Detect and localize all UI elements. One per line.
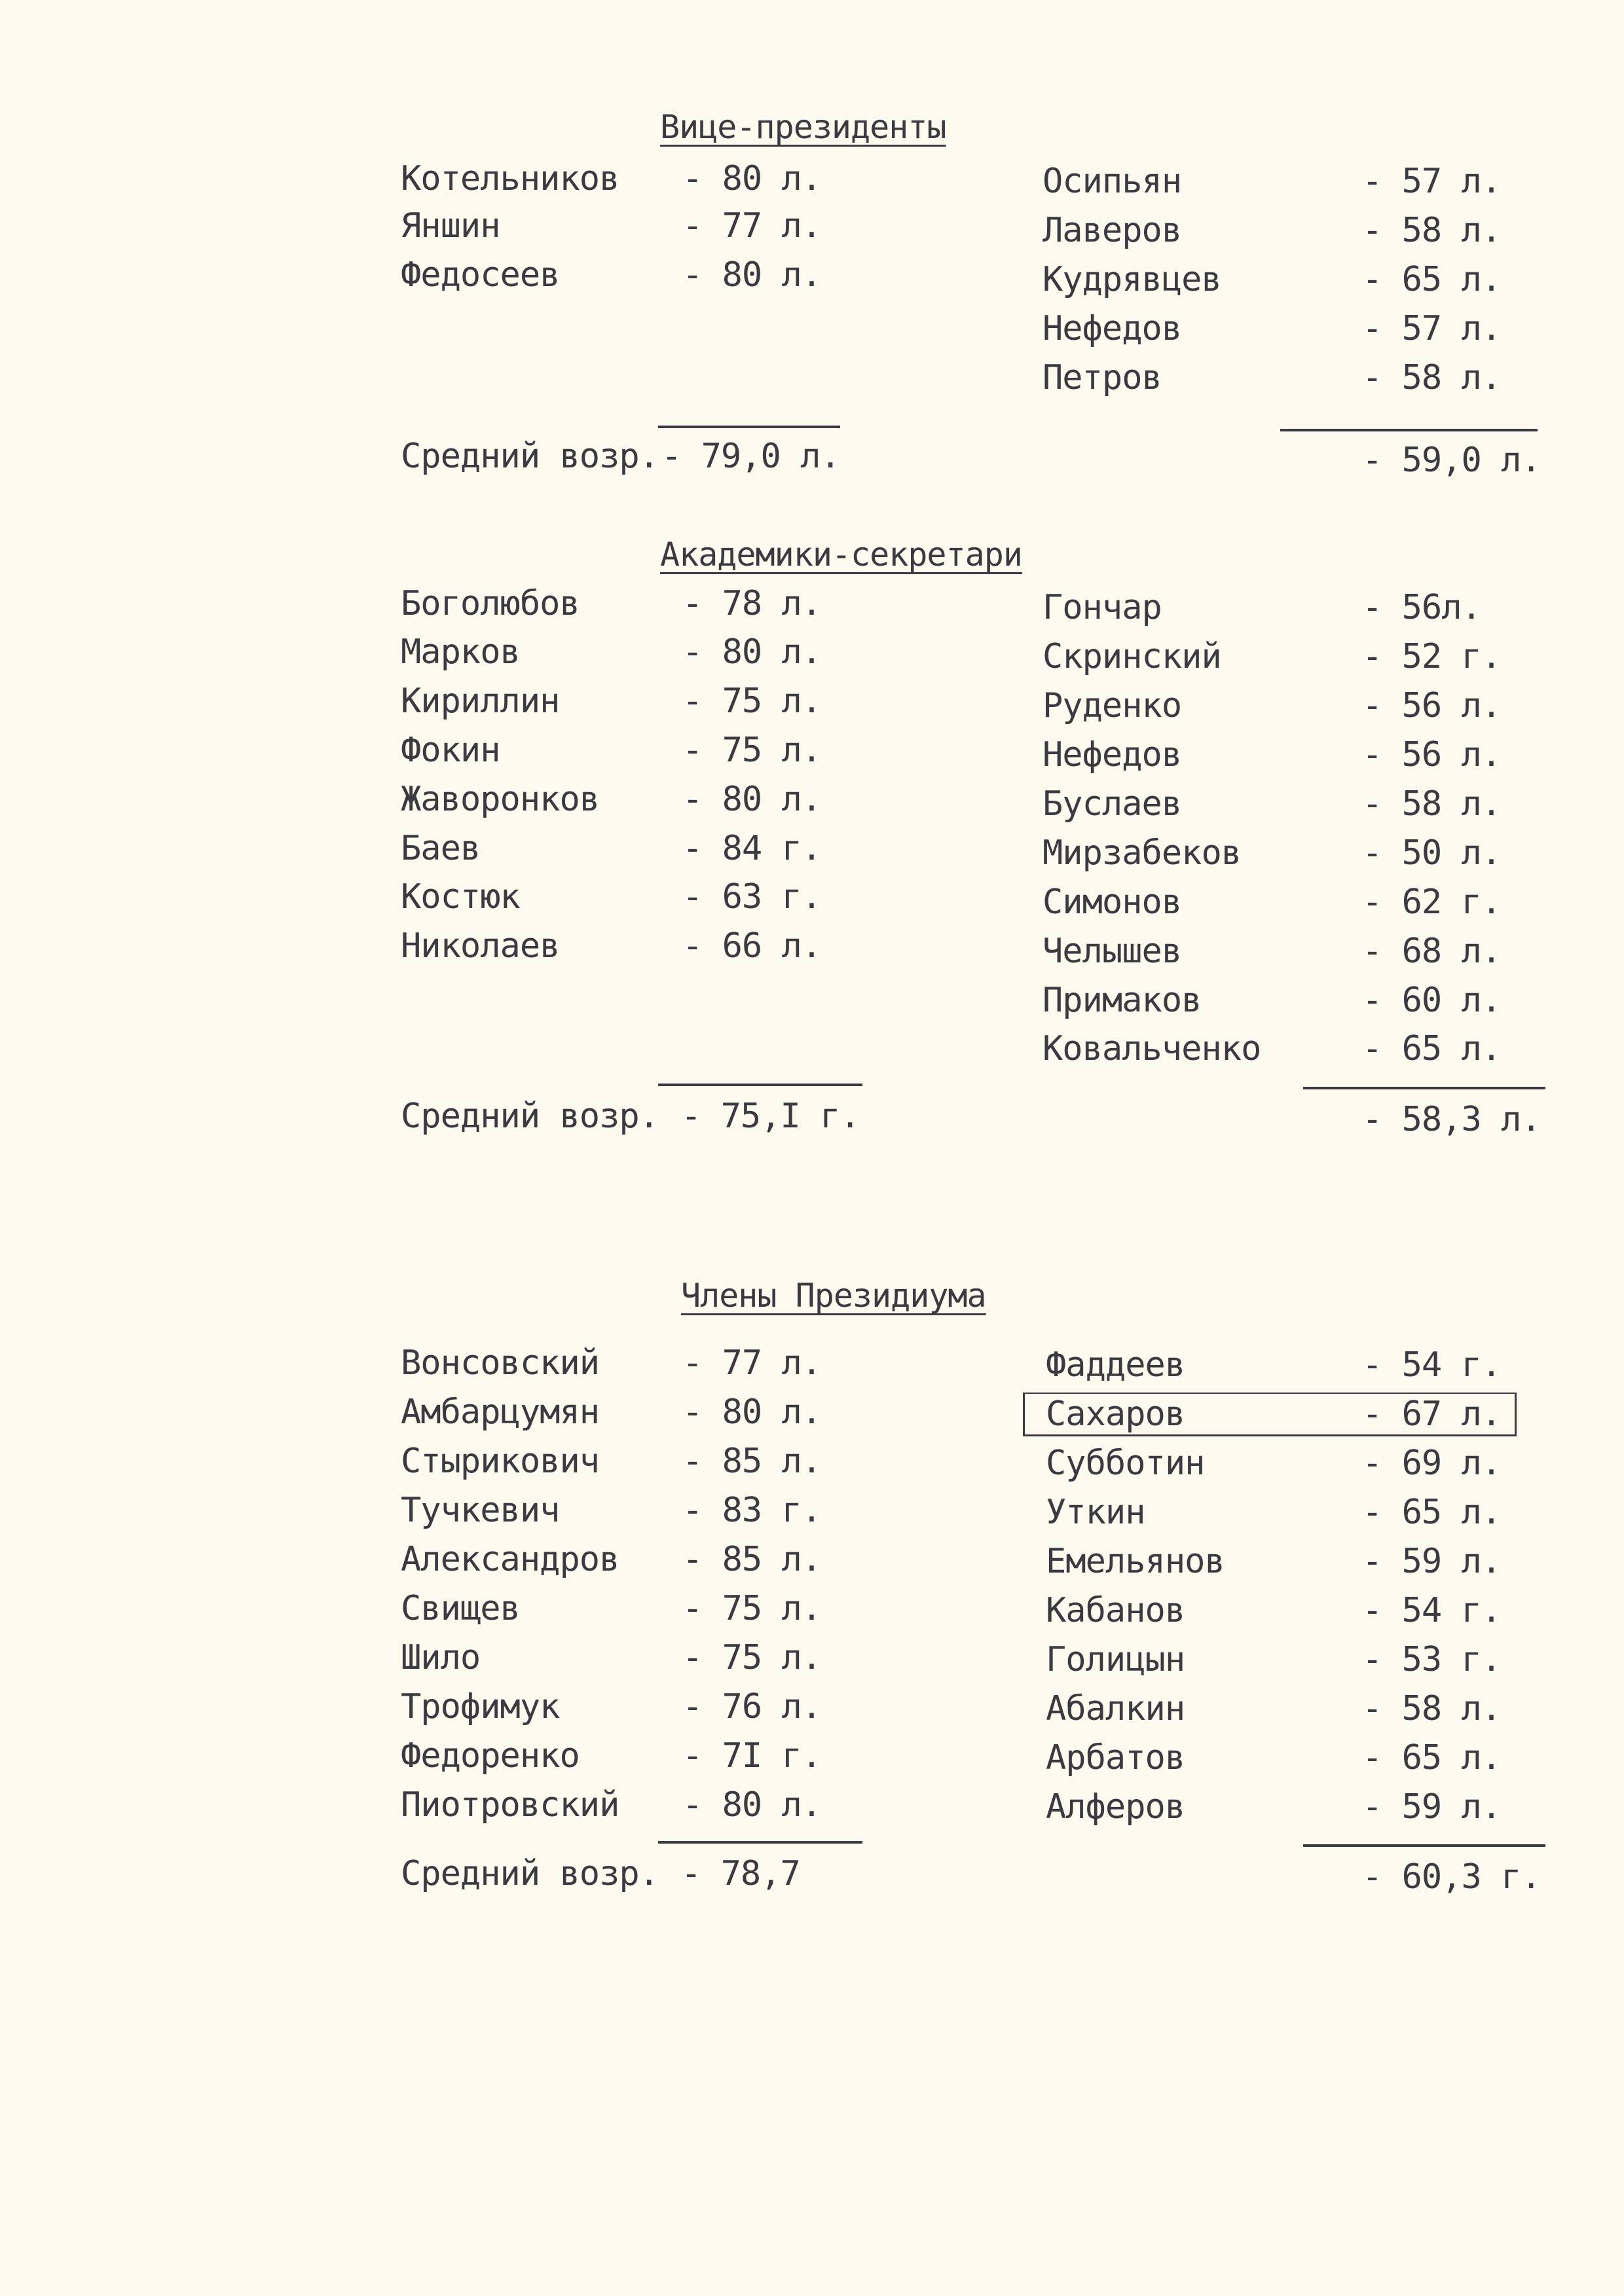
member-name: Уткин xyxy=(1046,1493,1145,1532)
member-age: - 65 л. xyxy=(1362,260,1502,299)
member-age: - 77 л. xyxy=(682,206,822,246)
member-name: Шило xyxy=(401,1638,481,1677)
member-age: - 75 л. xyxy=(682,1589,822,1628)
member-name: Костюк xyxy=(401,877,520,917)
average-age-right: - 59,0 л. xyxy=(1362,441,1541,480)
member-age: - 59 л. xyxy=(1362,1787,1502,1827)
member-age: - 58 л. xyxy=(1362,1689,1502,1728)
member-age: - 66 л. xyxy=(682,926,822,966)
member-name: Боголюбов xyxy=(401,584,580,623)
member-age: - 76 л. xyxy=(682,1687,822,1726)
member-name: Федоренко xyxy=(401,1736,580,1776)
member-age: - 75 л. xyxy=(682,682,822,721)
section-heading-presidium-members: Члены Президиума xyxy=(681,1277,986,1315)
member-age: - 56л. xyxy=(1362,588,1481,627)
member-age: - 65 л. xyxy=(1362,1738,1502,1777)
average-age-label: Средний возр. xyxy=(401,437,659,476)
member-age: - 80 л. xyxy=(682,1393,822,1432)
member-age: - 60 л. xyxy=(1362,981,1502,1020)
member-name: Мирзабеков xyxy=(1043,833,1242,873)
member-age: - 75 л. xyxy=(682,1638,822,1677)
member-age: - 50 л. xyxy=(1362,833,1502,873)
member-name: Вонсовский xyxy=(401,1343,600,1383)
member-age: - 53 г. xyxy=(1362,1640,1502,1679)
member-name: Руденко xyxy=(1043,686,1182,725)
average-age-left: - 75,I г. xyxy=(681,1097,860,1136)
sum-rule-right xyxy=(1303,1844,1545,1847)
member-name: Нефедов xyxy=(1043,735,1182,774)
member-age: - 80 л. xyxy=(682,780,822,819)
member-name: Свищев xyxy=(401,1589,520,1628)
sum-rule-left xyxy=(658,1084,862,1086)
member-age: - 77 л. xyxy=(682,1343,822,1383)
member-name: Арбатов xyxy=(1046,1738,1185,1777)
average-age-left: - 78,7 xyxy=(681,1854,800,1893)
member-name: Нефедов xyxy=(1043,309,1182,348)
member-name: Емельянов xyxy=(1046,1542,1225,1581)
member-name: Сахаров xyxy=(1046,1394,1185,1434)
member-age: - 85 л. xyxy=(682,1540,822,1579)
member-name: Скринский xyxy=(1043,637,1221,676)
member-name: Петров xyxy=(1043,358,1162,397)
member-age: - 69 л. xyxy=(1362,1444,1502,1483)
sum-rule-right xyxy=(1280,429,1538,431)
member-name: Жаворонков xyxy=(401,780,600,819)
member-age: - 57 л. xyxy=(1362,162,1502,201)
member-name: Гончар xyxy=(1043,588,1162,627)
member-age: - 65 л. xyxy=(1362,1029,1502,1068)
member-name: Осипьян xyxy=(1043,162,1182,201)
member-name: Лаверов xyxy=(1043,211,1182,250)
member-name: Кабанов xyxy=(1046,1591,1185,1630)
member-age: - 56 л. xyxy=(1362,686,1502,725)
member-age: - 63 г. xyxy=(682,877,822,917)
member-age: - 54 г. xyxy=(1362,1591,1502,1630)
member-age: - 75 л. xyxy=(682,731,822,770)
member-name: Стырикович xyxy=(401,1442,600,1481)
member-name: Тучкевич xyxy=(401,1491,560,1530)
section-heading-vice-presidents: Вице-президенты xyxy=(660,108,946,146)
average-age-label: Средний возр. xyxy=(401,1854,659,1893)
average-age-right: - 60,3 г. xyxy=(1362,1857,1541,1897)
member-age: - 58 л. xyxy=(1362,211,1502,250)
member-name: Симонов xyxy=(1043,883,1182,922)
member-age: - 84 г. xyxy=(682,829,822,868)
member-name: Яншин xyxy=(401,206,500,246)
sum-rule-right xyxy=(1303,1087,1545,1089)
member-age: - 80 л. xyxy=(682,632,822,672)
member-age: - 83 г. xyxy=(682,1491,822,1530)
member-age: - 62 г. xyxy=(1362,883,1502,922)
average-age-left: - 79,0 л. xyxy=(661,437,840,476)
member-name: Примаков xyxy=(1043,981,1202,1020)
member-age: - 85 л. xyxy=(682,1442,822,1481)
member-name: Кириллин xyxy=(401,682,560,721)
member-name: Ковальченко xyxy=(1043,1029,1261,1068)
member-name: Буслаев xyxy=(1043,784,1182,824)
member-name: Николаев xyxy=(401,926,560,966)
member-age: - 80 л. xyxy=(682,159,822,198)
member-age: - 57 л. xyxy=(1362,309,1502,348)
member-age: - 58 л. xyxy=(1362,784,1502,824)
member-name: Алферов xyxy=(1046,1787,1185,1827)
member-age: - 54 г. xyxy=(1362,1345,1502,1385)
member-name: Котельников xyxy=(401,159,619,198)
member-age: - 59 л. xyxy=(1362,1542,1502,1581)
member-name: Абалкин xyxy=(1046,1689,1185,1728)
member-name: Марков xyxy=(401,632,520,672)
member-name: Пиотровский xyxy=(401,1785,619,1825)
member-name: Баев xyxy=(401,829,481,868)
member-age: - 68 л. xyxy=(1362,932,1502,971)
member-age: - 80 л. xyxy=(682,1785,822,1825)
member-name: Кудрявцев xyxy=(1043,260,1221,299)
member-age: - 7I г. xyxy=(682,1736,822,1776)
member-name: Фокин xyxy=(401,731,500,770)
average-age-label: Средний возр. xyxy=(401,1097,659,1136)
member-name: Трофимук xyxy=(401,1687,560,1726)
sum-rule-left xyxy=(658,426,840,428)
member-age: - 52 г. xyxy=(1362,637,1502,676)
average-age-right: - 58,3 л. xyxy=(1362,1100,1541,1139)
section-heading-academician-secretaries: Академики-секретари xyxy=(660,536,1022,574)
member-age: - 80 л. xyxy=(682,255,822,295)
member-age: - 58 л. xyxy=(1362,358,1502,397)
member-name: Челышев xyxy=(1043,932,1182,971)
member-age: - 56 л. xyxy=(1362,735,1502,774)
member-name: Фаддеев xyxy=(1046,1345,1185,1385)
sum-rule-left xyxy=(658,1841,862,1844)
member-age: - 65 л. xyxy=(1362,1493,1502,1532)
member-name: Голицын xyxy=(1046,1640,1185,1679)
member-name: Субботин xyxy=(1046,1444,1205,1483)
member-age: - 78 л. xyxy=(682,584,822,623)
member-name: Амбарцумян xyxy=(401,1393,600,1432)
member-age: - 67 л. xyxy=(1362,1394,1502,1434)
member-name: Федосеев xyxy=(401,255,560,295)
member-name: Александров xyxy=(401,1540,619,1579)
